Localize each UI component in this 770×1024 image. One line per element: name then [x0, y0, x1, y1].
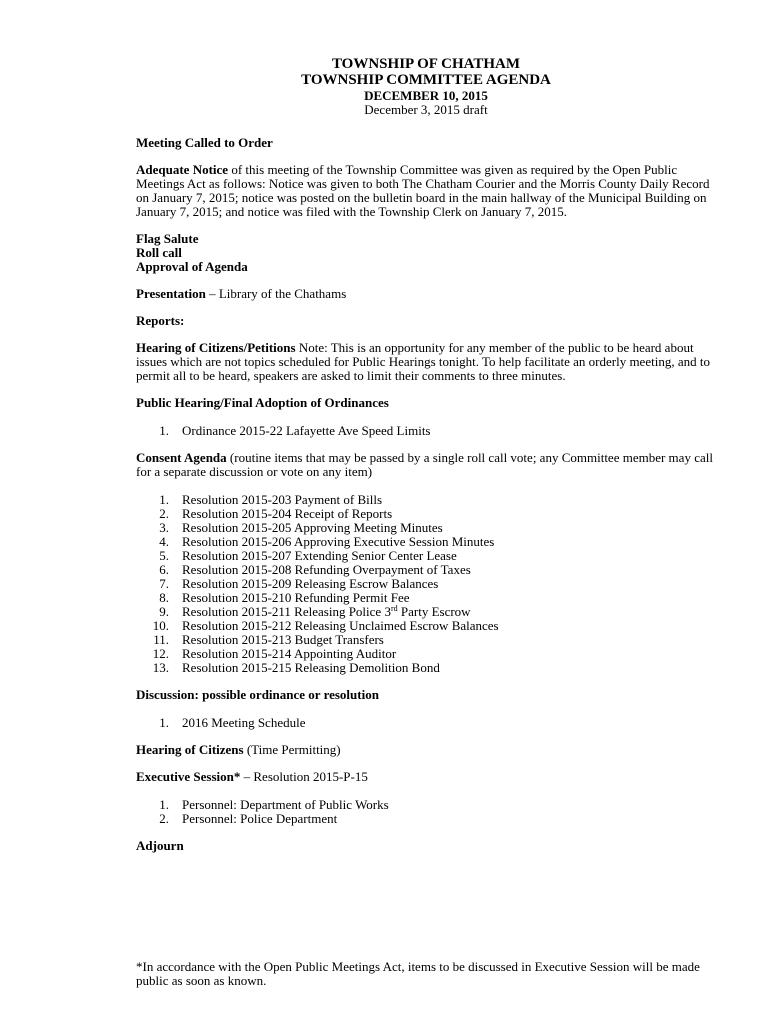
meeting-date: DECEMBER 10, 2015	[364, 88, 488, 103]
list-item: 5. Resolution 2015-207 Extending Senior Center Lease	[159, 548, 457, 563]
opening-items	[136, 232, 716, 274]
list-item: 8. Resolution 2015-210 Refunding Permit Fee	[159, 590, 410, 605]
reports-heading: Reports:	[136, 313, 185, 328]
presentation-line	[136, 287, 716, 301]
executive-session-text: – Resolution 2015-P-15	[240, 769, 368, 784]
list-item: 1. Personnel: Department of Public Works	[159, 797, 389, 812]
meeting-called-heading: Meeting Called to Order	[136, 135, 273, 150]
executive-session-line	[136, 770, 716, 784]
footnote: *In accordance with the Open Public Meetings Act, items to be discussed in Executive Session will be made public as soon as known.	[136, 959, 700, 988]
consent-agenda-paragraph	[136, 451, 716, 479]
approval-of-agenda: Approval of Agenda	[136, 259, 248, 274]
consent-agenda-text: (routine items that may be passed by a single roll call vote; any Committee member may call for a separate discussion or vote on any item)	[136, 450, 713, 479]
hearing-citizens-text: (Time Permitting)	[243, 742, 341, 757]
list-item: 4. Resolution 2015-206 Approving Executive Session Minutes	[159, 534, 495, 549]
adequate-notice-text: of this meeting of the Township Committee was given as required by the Open Public Meetings Act as follows: Notice was given to both The Chatham Courier and the Morris County Daily Record on January 7, 2015; notice was posted on the bulletin board in the main hallway of the Municipal Building on January 7, 2015; and notice was filed with the Township Clerk on January 7, 2015.	[136, 162, 710, 219]
list-item: 6. Resolution 2015-208 Refunding Overpayment of Taxes	[159, 562, 471, 577]
list-item: 2. Personnel: Police Department	[159, 811, 338, 826]
flag-salute: Flag Salute	[136, 231, 199, 246]
executive-session-label: Executive Session*	[136, 769, 241, 784]
executive-list	[136, 798, 716, 826]
adjourn-heading: Adjourn	[136, 838, 184, 853]
hearing-citizens-label: Hearing of Citizens	[136, 742, 244, 757]
ordinance-list	[136, 424, 716, 438]
discussion-list	[136, 716, 716, 730]
township-title: TOWNSHIP OF CHATHAM	[331, 56, 521, 72]
list-item: 3. Resolution 2015-205 Approving Meeting Minutes	[159, 520, 443, 535]
consent-resolution-list	[136, 493, 716, 675]
list-item: 1. Ordinance 2015-22 Lafayette Ave Speed Limits	[159, 423, 431, 438]
list-item: 12. Resolution 2015-214 Appointing Auditor	[152, 646, 397, 661]
presentation-label: Presentation	[136, 286, 206, 301]
hearing-petitions-label: Hearing of Citizens/Petitions	[136, 340, 296, 355]
discussion-heading: Discussion: possible ordinance or resolution	[136, 687, 379, 702]
agenda-document	[136, 56, 716, 853]
agenda-title: TOWNSHIP COMMITTEE AGENDA	[301, 72, 551, 88]
roll-call: Roll call	[136, 245, 182, 260]
list-item: 1. 2016 Meeting Schedule	[159, 715, 306, 730]
presentation-text: – Library of the Chathams	[205, 286, 347, 301]
list-item: 1. Resolution 2015-203 Payment of Bills	[159, 492, 383, 507]
hearing-petitions-paragraph	[136, 341, 716, 383]
list-item: 9. Resolution 2015-211 Releasing Police 3rd Party Escrow	[159, 604, 471, 619]
list-item: 10. Resolution 2015-212 Releasing Unclaimed Escrow Balances	[152, 618, 499, 633]
list-item: 7. Resolution 2015-209 Releasing Escrow Balances	[159, 576, 439, 591]
list-item: 13. Resolution 2015-215 Releasing Demolition Bond	[152, 660, 440, 675]
adequate-notice-paragraph	[136, 163, 716, 219]
adequate-notice-label: Adequate Notice	[136, 162, 229, 177]
list-item: 11. Resolution 2015-213 Budget Transfers	[153, 632, 384, 647]
public-hearing-heading: Public Hearing/Final Adoption of Ordinances	[136, 395, 389, 410]
consent-agenda-label: Consent Agenda	[136, 450, 227, 465]
draft-date: December 3, 2015 draft	[364, 102, 488, 117]
hearing-petitions-text: Note: This is an opportunity for any member of the public to be heard about issues which are not topics scheduled for Public Hearings tonight. To help facilitate an orderly meeting, and to permit all to be heard, speakers are asked to limit their comments to three minutes.	[136, 340, 710, 383]
list-item: 2. Resolution 2015-204 Receipt of Reports	[159, 506, 393, 521]
hearing-citizens-line	[136, 743, 716, 757]
